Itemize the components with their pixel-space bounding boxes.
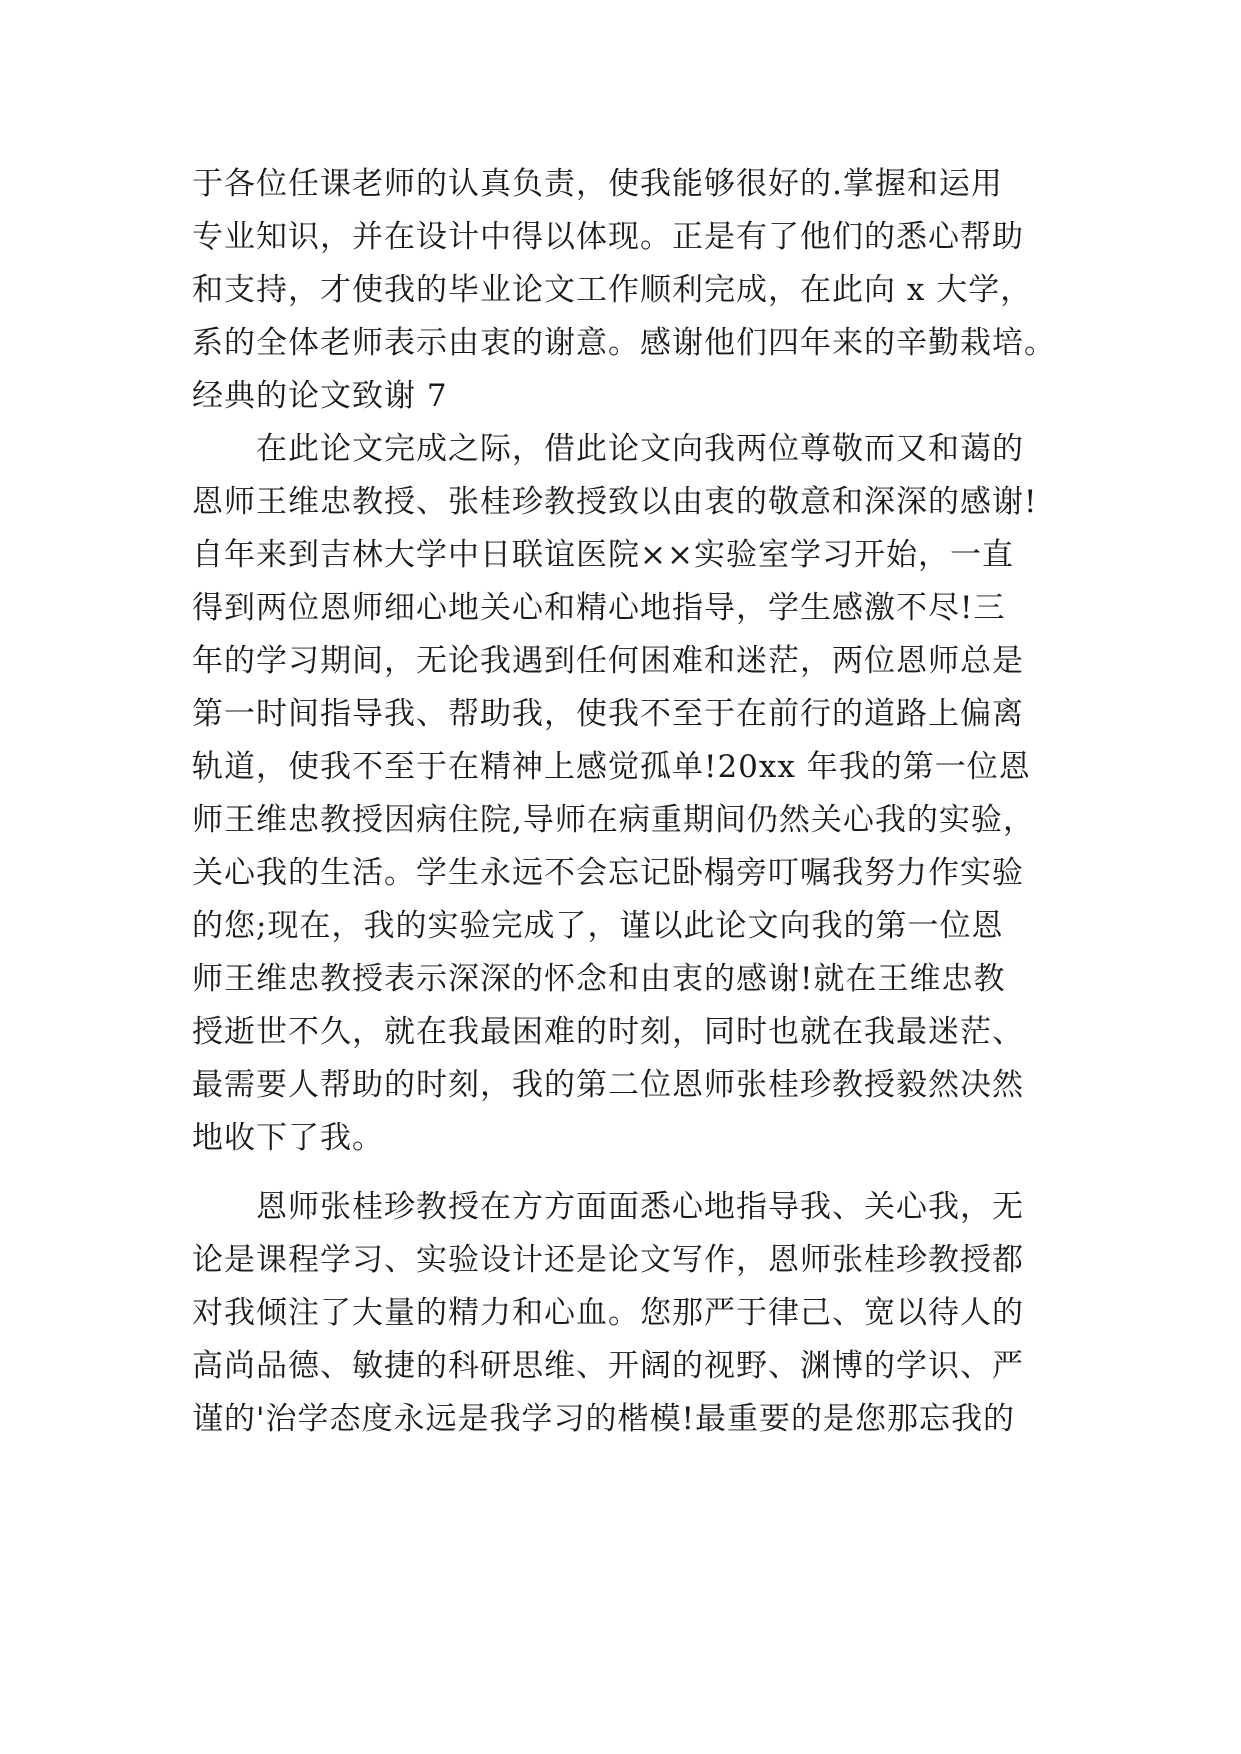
text-line: 关心我的生活。学生永远不会忘记卧榻旁叮嘱我努力作实验 (192, 855, 1024, 891)
text-line: 和支持，才使我的毕业论文工作顺利完成，在此向 x 大学， (192, 272, 1033, 308)
text-line: 师王维忠教授表示深深的怀念和由衷的感谢!就在王维忠教 (192, 961, 1006, 997)
text-line: 轨道，使我不至于在精神上感觉孤单!20xx 年我的第一位恩 (192, 749, 1031, 785)
text-line: 得到两位恩师细心地关心和精心地指导，学生感激不尽!三 (192, 590, 1006, 626)
paragraph-3 (192, 1181, 1072, 1446)
document-body (192, 158, 1072, 1446)
text-line: 恩师王维忠教授、张桂珍教授致以由衷的敬意和深深的感谢! (192, 484, 1038, 520)
text-line: 谨的'治学态度永远是我学习的楷模!最重要的是您那忘我的 (192, 1401, 1015, 1437)
text-line: 论是课程学习、实验设计还是论文写作，恩师张桂珍教授都 (192, 1242, 1024, 1278)
text-line: 恩师张桂珍教授在方方面面悉心地指导我、关心我，无 (256, 1189, 1024, 1225)
text-line: 于各位任课老师的认真负责，使我能够很好的.掌握和运用 (192, 166, 1003, 202)
text-line: 自年来到吉林大学中日联谊医院××实验室学习开始，一直 (192, 537, 1014, 573)
text-line: 第一时间指导我、帮助我，使我不至于在前行的道路上偏离 (192, 696, 1024, 732)
text-line: 的您;现在，我的实验完成了，谨以此论文向我的第一位恩 (192, 908, 1004, 944)
text-line: 年的学习期间，无论我遇到任何困难和迷茫，两位恩师总是 (192, 643, 1024, 679)
text-line: 对我倾注了大量的精力和心血。您那严于律己、宽以待人的 (192, 1295, 1024, 1331)
text-line: 地收下了我。 (192, 1120, 384, 1156)
text-line: 师王维忠教授因病住院,导师在病重期间仍然关心我的实验， (192, 802, 1035, 838)
text-line: 高尚品德、敏捷的科研思维、开阔的视野、渊博的学识、严 (192, 1348, 1024, 1384)
text-line: 授逝世不久，就在我最困难的时刻，同时也就在我最迷茫、 (192, 1014, 1024, 1050)
section-heading: 经典的论文致谢 7 (192, 378, 448, 414)
text-line: 专业知识，并在设计中得以体现。正是有了他们的悉心帮助 (192, 219, 1024, 255)
text-line: 在此论文完成之际，借此论文向我两位尊敬而又和蔼的 (256, 431, 1024, 467)
text-line: 系的全体老师表示由衷的谢意。感谢他们四年来的辛勤栽培。 (192, 325, 1056, 361)
text-line: 最需要人帮助的时刻，我的第二位恩师张桂珍教授毅然决然 (192, 1067, 1024, 1103)
paragraph-1 (192, 158, 1072, 370)
paragraph-2 (192, 423, 1072, 1165)
